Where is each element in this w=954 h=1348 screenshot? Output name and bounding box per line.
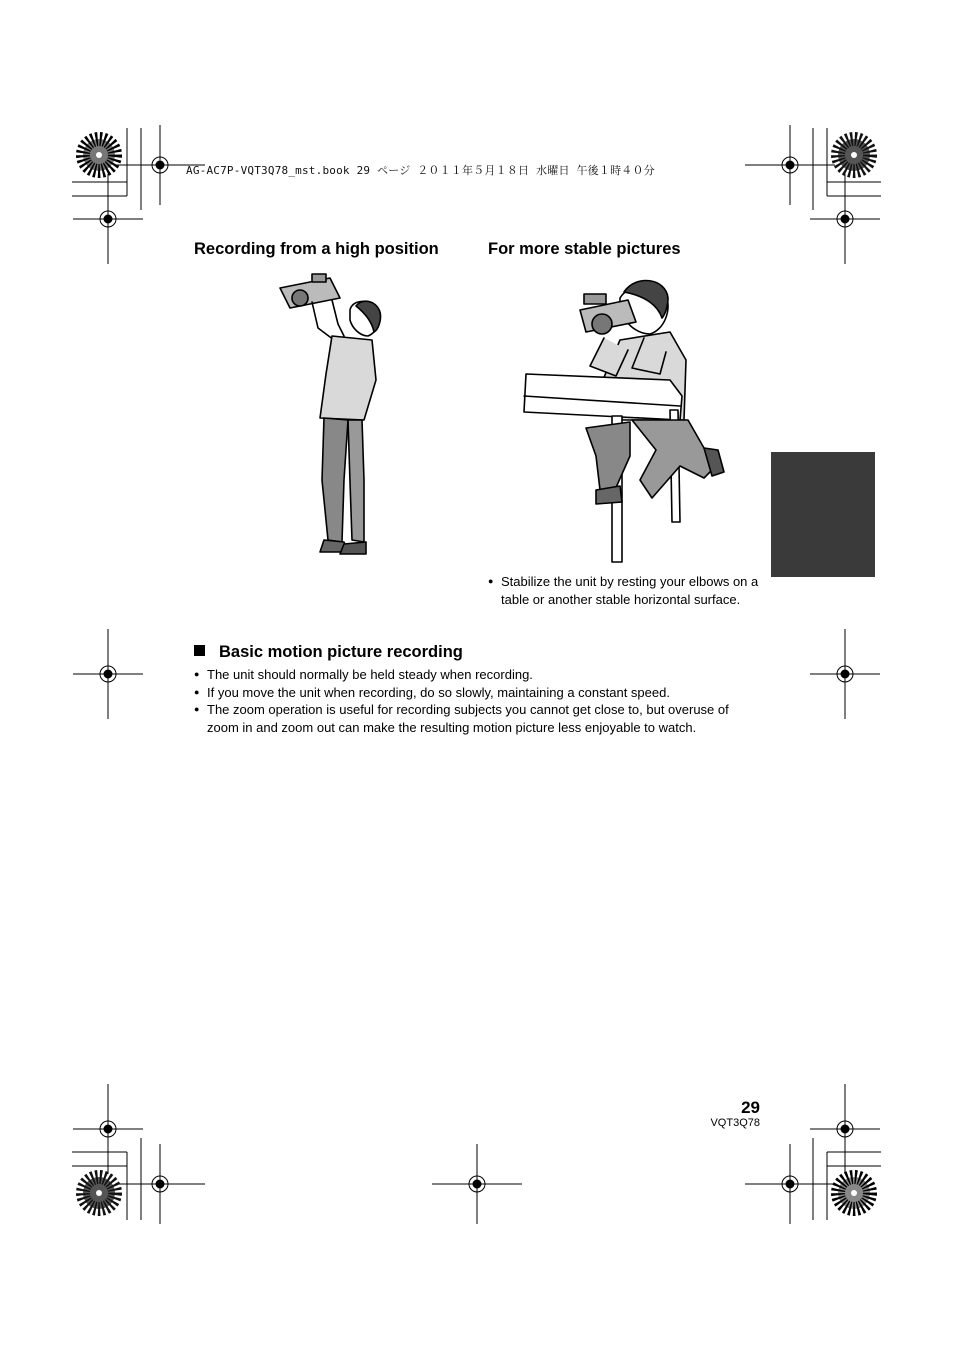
model-code: VQT3Q78 — [710, 1117, 760, 1129]
stable-pictures-heading: For more stable pictures — [488, 240, 681, 258]
stable-note-item: ● Stabilize the unit by resting your elbows on a table or another stable horizontal surface. — [488, 573, 763, 608]
basic-bullet-list — [194, 666, 764, 736]
page-number: 29 — [741, 1098, 760, 1117]
basic-bullet-item: ● The unit should normally be held steady when recording. — [194, 666, 764, 684]
print-header: AG-AC7P-VQT3Q78_mst.book 29 ページ ２０１１年５月１８日 水曜日 午後１時４０分 — [186, 164, 655, 177]
basic-section-title-text: Basic motion picture recording — [219, 643, 463, 661]
high-position-heading: Recording from a high position — [194, 240, 439, 258]
stable-pictures-illustration — [520, 270, 730, 565]
basic-section-title — [194, 643, 463, 662]
basic-bullet-item: ● The zoom operation is useful for recording subjects you cannot get close to, but overuse of zoom in and zoom out can make the resulting motion picture less enjoyable to watch. — [194, 701, 764, 736]
side-tab — [771, 452, 875, 577]
square-bullet-icon — [194, 645, 205, 656]
high-position-illustration — [272, 270, 392, 560]
basic-bullet-item: ● If you move the unit when recording, do so slowly, maintaining a constant speed. — [194, 684, 764, 702]
stable-note — [488, 573, 763, 608]
